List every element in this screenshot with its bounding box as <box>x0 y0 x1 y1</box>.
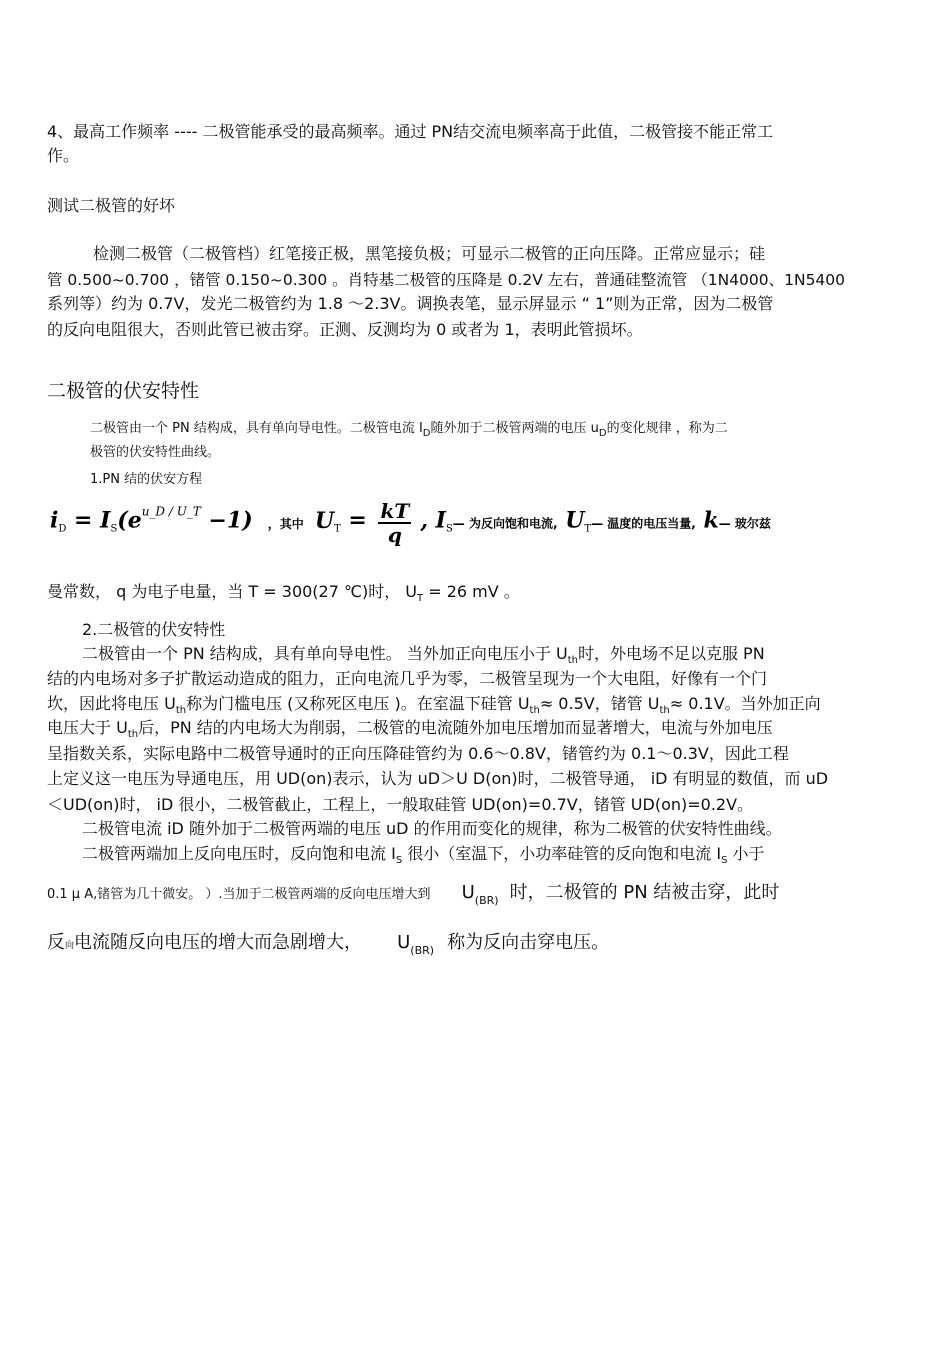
eq-ut-sub: T <box>334 523 341 535</box>
eq-ut: U <box>314 507 335 534</box>
breakdown-text-a: 0.1 μ A,锗管为几十微安。 ）.当加于二极管两端的反向电压增大到 <box>47 887 431 902</box>
eq-ut-label-sub: T <box>584 523 592 535</box>
test-heading: 测试二极管的好坏 <box>47 196 176 215</box>
breakdown-u-2: U <box>397 932 411 953</box>
va-small-line-1 <box>90 420 728 442</box>
breakdown-line-1 <box>47 880 779 914</box>
sec2-l1-b: 时，外电场不足以克服 PN <box>577 644 765 663</box>
sec2-l9-b: 很小（室温下，小功率硅管的反向饱和电流 I <box>402 844 722 863</box>
sec2-title: 2.二极管的伏安特性 <box>82 620 226 639</box>
sec2-l3-a: 坎，因此将电压 U <box>47 694 176 713</box>
sec2-line-8: 二极管电流 iD 随外加于二极管两端的电压 uD 的作用而变化的规律，称为二极管的伏安特性曲线。 <box>82 819 782 838</box>
boltzmann-line <box>47 582 520 609</box>
va-small-text-b: 随外加于二极管两端的电压 u <box>430 421 599 436</box>
boltzmann-text-b: = 26 mV 。 <box>423 582 520 601</box>
sec2-line-2: 结的内电场对多子扩散运动造成的阻力，正向电流几乎为零，二极管呈现为一个大电阻，好像有一个门 <box>47 669 768 688</box>
va-small-line-3: 1.PN 结的伏安方程 <box>90 472 203 487</box>
eq-is-sub: S <box>110 523 118 535</box>
eq-frac-den: q <box>387 523 402 547</box>
sec2-l9-sub: S <box>395 855 403 866</box>
va-heading: 二极管的伏安特性 <box>47 380 200 402</box>
eq-exp-close: −1) <box>200 507 253 534</box>
sec2-l3-sub3: th <box>659 705 670 716</box>
sec2-l3-b: 称为门槛电压 (又称死区电压 )。在室温下硅管 U <box>186 694 530 713</box>
va-small-text-c: 的变化规律 ，称为二 <box>606 421 728 436</box>
sec2-l1-a: 二极管由一个 PN 结构成，具有单向导电性。 当外加正向电压小于 U <box>82 644 568 663</box>
sec2-l4-sub: th <box>127 729 139 740</box>
sec2-l4-a: 电压大于 U <box>47 718 128 737</box>
breakdown-u-sub: (BR) <box>474 894 499 907</box>
sec2-l3-c: ≈ 0.5V，锗管 U <box>539 694 660 713</box>
test-line-4: 的反向电阻很大，否则此管已被击穿。正测、反测均为 0 或者为 1，表明此管损坏。 <box>47 320 643 339</box>
eq-is-label: , I <box>420 507 446 534</box>
va-small-sub-2: D <box>598 428 607 439</box>
breakdown-fan: 反 <box>47 932 65 953</box>
breakdown-text-c: 电流随反向电压的增大而急剧增大， <box>74 932 363 953</box>
test-line-1: 检测二极管（二极管档）红笔接正极，黑笔接负极；可显示二极管的正向压降。正常应显示；硅 <box>93 244 766 263</box>
sec2-l4-b: 后，PN 结的内电场大为削弱，二极管的电流随外加电压增加而显著增大，电流与外加电压 <box>138 718 773 737</box>
eq-is-desc: — 为反向饱和电流, <box>452 516 558 531</box>
eq-k-label: k <box>695 507 719 534</box>
breakdown-u: U <box>461 882 475 903</box>
pn-equation <box>50 500 771 548</box>
sec2-l9-c: 小于 <box>727 844 765 863</box>
eq-k-desc: — 玻尔兹 <box>718 516 771 531</box>
va-small-line-2: 极管的伏安特性曲线。 <box>90 445 221 460</box>
sec2-line-6: 上定义这一电压为导通电压，用 UD(on)表示，认为 uD＞U D(on)时，二极管导通， iD 有明显的数值，而 uD <box>47 769 829 788</box>
sec2-l9-a: 二极管两端加上反向电压时，反向饱和电流 I <box>82 844 396 863</box>
eq-exp: (e <box>117 507 142 534</box>
eq-is: = I <box>66 507 111 534</box>
breakdown-xiang: 向 <box>65 941 75 951</box>
breakdown-u-sub-2: (BR) <box>410 944 435 957</box>
sec2-l3-sub: th <box>175 705 187 716</box>
breakdown-text-b: 时，二极管的 PN 结被击穿，此时 <box>509 882 780 903</box>
eq-exp-sup: u_D / U_T <box>141 504 201 519</box>
eq-ut-label: U <box>557 507 585 534</box>
sec2-l1-sub: th <box>567 655 578 666</box>
test-line-2: 管 0.500~0.700 ，锗管 0.150~0.300 。肖特基二极管的压降是 0.2V 左右，普通硅整流管 （1N4000、1N5400 <box>47 271 846 289</box>
eq-fraction <box>378 500 411 546</box>
sec2-line-7: ＜UD(on)时， iD 很小，二极管截止，工程上，一般取硅管 UD(on)=0.7V，锗管 UD(on)=0.2V。 <box>47 795 754 814</box>
va-small-sub-1: D <box>422 428 431 439</box>
sec2-line-1 <box>82 644 765 671</box>
sec2-l3-sub2: th <box>529 705 540 716</box>
eq-ut-desc: — 温度的电压当量, <box>591 516 696 531</box>
eq-id: i <box>50 507 59 534</box>
sec2-line-4 <box>47 718 773 745</box>
eq-frac-num: kT <box>380 499 410 523</box>
sec2-l3-d: ≈ 0.1V。当外加正向 <box>669 694 821 713</box>
sec2-l9-sub2: S <box>721 855 728 866</box>
eq-where: ，其中 <box>267 516 304 531</box>
boltzmann-sub: T <box>417 593 424 604</box>
boltzmann-text-a: 曼常数， q 为电子电量，当 T = 300(27 ℃)时， U <box>47 582 418 601</box>
test-line-3: 系列等）约为 0.7V，发光二极管约为 1.8 ～2.3V。调换表笔，显示屏显示 “ 1”则为正常，因为二极管 <box>47 294 774 313</box>
sec2-line-9 <box>82 844 765 871</box>
sec2-line-5: 呈指数关系，实际电路中二极管导通时的正向压降硅管约为 0.6～0.8V，锗管约为 0.1～0.3V，因此工程 <box>47 744 789 763</box>
freq-line-1: 4、最高工作频率 ---- 二极管能承受的最高频率。通过 PN结交流电频率高于此值，二极管接不能正常工 <box>47 122 774 141</box>
sec2-line-3 <box>47 694 821 721</box>
va-small-text-a: 二极管由一个 PN 结构成，具有单向导电性。二极管电流 I <box>90 421 423 436</box>
freq-line-2: 作。 <box>47 146 80 165</box>
eq-id-sub: D <box>58 523 67 535</box>
eq-is-label-sub: S <box>445 523 453 535</box>
eq-equals: = <box>340 507 375 534</box>
breakdown-text-d: 称为反向击穿电压。 <box>447 932 610 953</box>
breakdown-line-2 <box>47 930 609 964</box>
